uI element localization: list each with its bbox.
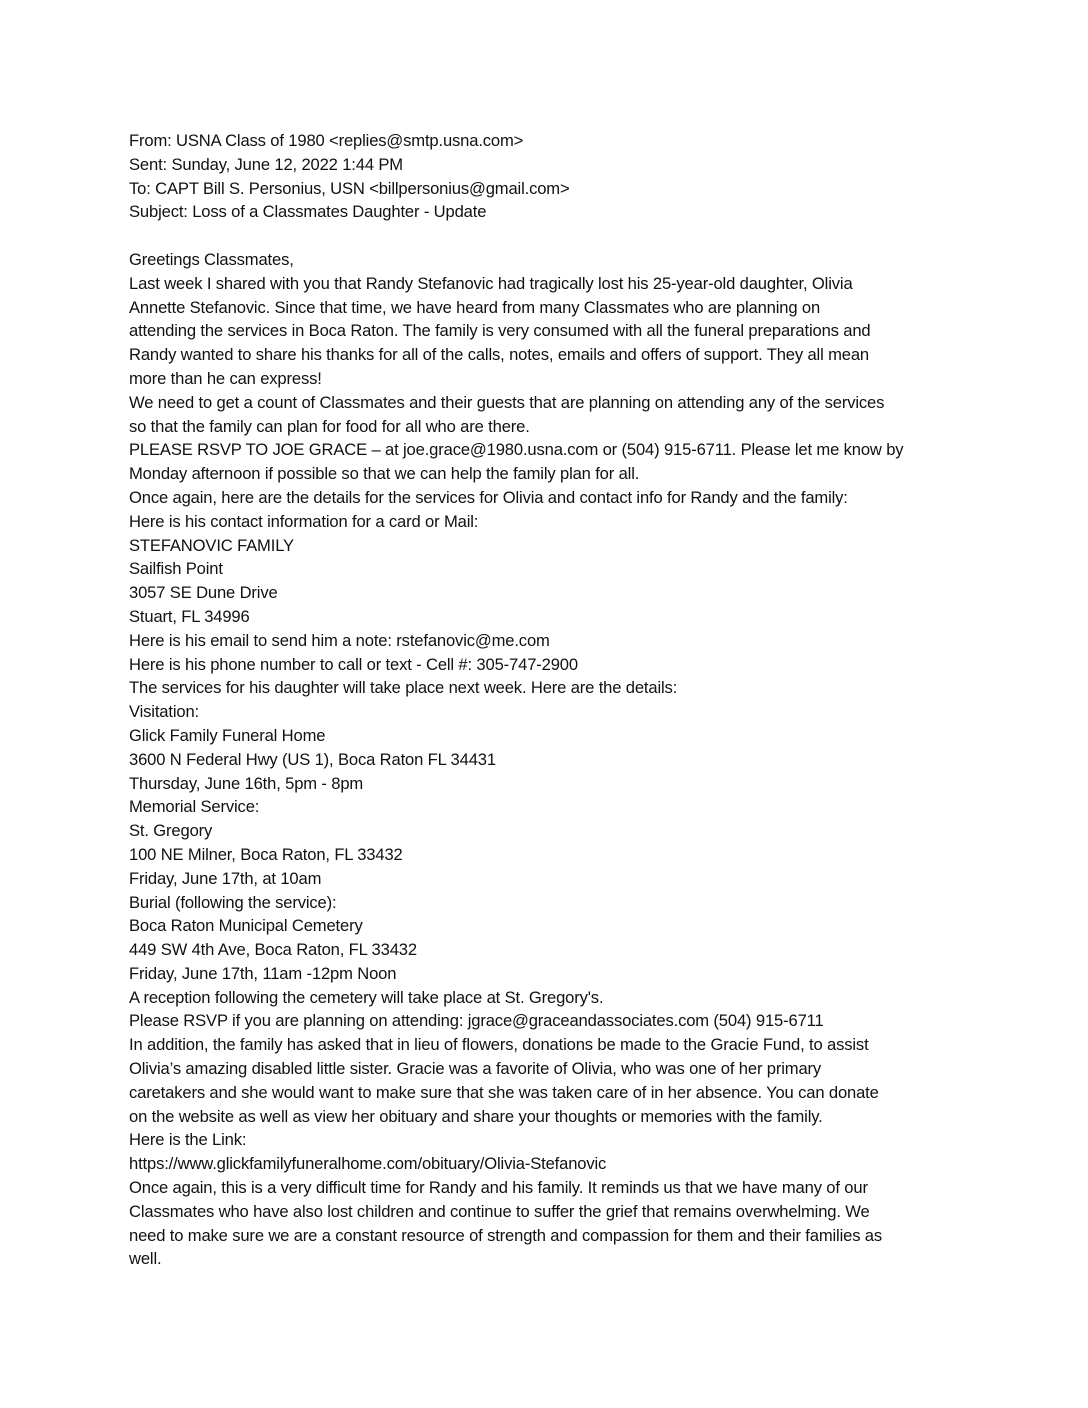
reception-line: A reception following the cemetery will take place at St. Gregory's. (129, 987, 604, 1007)
paragraph-line: so that the family can plan for food for all who are there. (129, 416, 530, 436)
rsvp-line: Please RSVP if you are planning on attending: jgrace@graceandassociates.com (504) 915-6711 (129, 1011, 824, 1031)
email-header (129, 129, 969, 224)
paragraph-line: Once again, this is a very difficult time for Randy and his family. It reminds us that we have many of our (129, 1178, 868, 1198)
details-intro: Once again, here are the details for the services for Olivia and contact info for Randy and the family: (129, 487, 848, 507)
paragraph-line: need to make sure we are a constant resource of strength and compassion for them and their families as (129, 1225, 883, 1245)
email-document (129, 129, 969, 1271)
paragraph-line: Monday afternoon if possible so that we can help the family plan for all. (129, 464, 640, 484)
subject-line: Subject: Loss of a Classmates Daughter - Update (129, 202, 487, 222)
paragraph-line: caretakers and she would want to make sure that she was taken care of in her absence. You can donate (129, 1082, 879, 1102)
venue-address: 449 SW 4th Ave, Boca Raton, FL 33432 (129, 940, 417, 960)
address-line: 3057 SE Dune Drive (129, 583, 278, 603)
venue-name: Boca Raton Municipal Cemetery (129, 916, 363, 936)
paragraph-rsvp (129, 438, 969, 486)
mailing-address (129, 534, 969, 629)
burial-details (129, 891, 969, 986)
obituary-link[interactable]: https://www.glickfamilyfuneralhome.com/obituary/Olivia-Stefanovic (129, 1154, 607, 1174)
paragraph-line: Randy wanted to share his thanks for all of the calls, notes, emails and offers of support. They all mean (129, 345, 869, 365)
contact-intro: Here is his contact information for a card or Mail: (129, 511, 479, 531)
address-line: Sailfish Point (129, 559, 223, 579)
phone-contact-line: Here is his phone number to call or text - Cell #: 305-747-2900 (129, 654, 578, 674)
services-intro: The services for his daughter will take place next week. Here are the details: (129, 678, 678, 698)
email-contact-line: Here is his email to send him a note: rstefanovic@me.com (129, 630, 550, 650)
paragraph-line: Last week I shared with you that Randy Stefanovic had tragically lost his 25-year-old daughter, Olivia (129, 273, 853, 293)
paragraph-donation (129, 1033, 969, 1128)
paragraph-line: In addition, the family has asked that in lieu of flowers, donations be made to the Gracie Fund, to assist (129, 1035, 869, 1055)
link-intro: Here is the Link: (129, 1130, 247, 1150)
spacer (129, 224, 969, 248)
event-time: Friday, June 17th, at 10am (129, 868, 322, 888)
event-time: Friday, June 17th, 11am -12pm Noon (129, 963, 397, 983)
venue-name: Glick Family Funeral Home (129, 725, 326, 745)
paragraph-line: PLEASE RSVP TO JOE GRACE – at joe.grace@1980.usna.com or (504) 915-6711. Please let me know by (129, 440, 904, 460)
paragraph-closing (129, 1176, 969, 1271)
venue-name: St. Gregory (129, 821, 213, 841)
event-time: Thursday, June 16th, 5pm - 8pm (129, 773, 364, 793)
address-name: STEFANOVIC FAMILY (129, 535, 294, 555)
venue-address: 3600 N Federal Hwy (US 1), Boca Raton FL 34431 (129, 749, 496, 769)
memorial-details (129, 795, 969, 890)
section-label: Visitation: (129, 702, 199, 722)
venue-address: 100 NE Milner, Boca Raton, FL 33432 (129, 844, 403, 864)
paragraph-line: on the website as well as view her obituary and share your thoughts or memories with the family. (129, 1106, 823, 1126)
sent-line: Sent: Sunday, June 12, 2022 1:44 PM (129, 154, 403, 174)
from-line: From: USNA Class of 1980 <replies@smtp.usna.com> (129, 131, 524, 150)
section-label: Memorial Service: (129, 797, 260, 817)
greeting: Greetings Classmates, (129, 249, 294, 269)
email-body (129, 248, 969, 1271)
paragraph-line: Olivia’s amazing disabled little sister. Gracie was a favorite of Olivia, who was one of her primary (129, 1059, 822, 1079)
to-line: To: CAPT Bill S. Personius, USN <billpersonius@gmail.com> (129, 178, 570, 198)
paragraph-line: more than he can express! (129, 368, 322, 388)
paragraph-count-request (129, 391, 969, 439)
paragraph-announcement (129, 272, 969, 391)
address-line: Stuart, FL 34996 (129, 606, 250, 626)
paragraph-line: well. (129, 1249, 162, 1269)
paragraph-line: We need to get a count of Classmates and their guests that are planning on attending any of the services (129, 392, 885, 412)
paragraph-line: attending the services in Boca Raton. The family is very consumed with all the funeral preparations and (129, 321, 871, 341)
paragraph-line: Annette Stefanovic. Since that time, we have heard from many Classmates who are planning on (129, 297, 821, 317)
visitation-details (129, 700, 969, 795)
section-label: Burial (following the service): (129, 892, 337, 912)
paragraph-line: Classmates who have also lost children and continue to suffer the grief that remains overwhelming. We (129, 1201, 870, 1221)
